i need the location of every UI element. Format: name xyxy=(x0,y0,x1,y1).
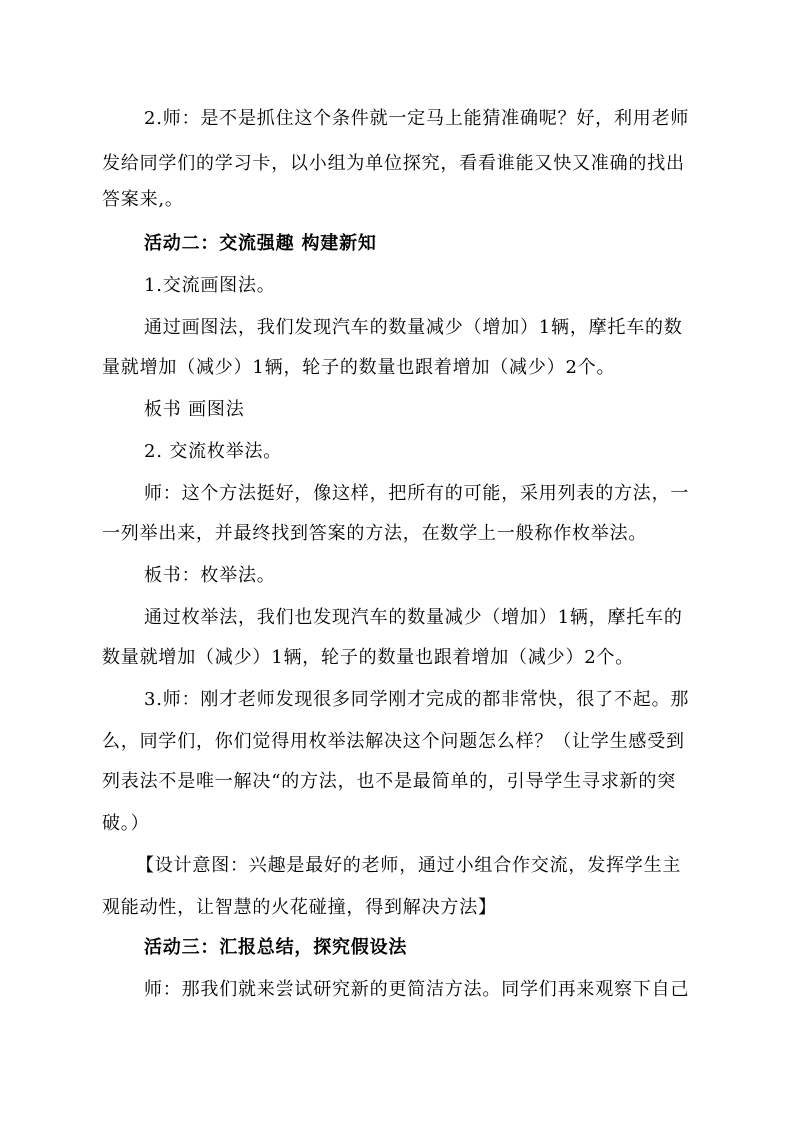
paragraph-line: 发给同学们的学习卡，以小组为单位探究，看看谁能又快又准确的找出 xyxy=(102,153,685,174)
paragraph-line: 3.师：刚才老师发现很多同学刚才完成的都非常快，很了不起。那 xyxy=(144,689,690,710)
paragraph-line: 破。） xyxy=(102,813,150,834)
paragraph-line: 1.交流画图法。 xyxy=(144,275,276,296)
paragraph-line: 通过画图法，我们发现汽车的数量减少（增加）1辆，摩托车的数 xyxy=(144,317,683,338)
paragraph-line: 板书 画图法 xyxy=(144,399,245,420)
paragraph-line: 量就增加（减少）1辆，轮子的数量也跟着增加（减少）2个。 xyxy=(102,357,616,378)
section-heading: 活动三：汇报总结，探究假设法 xyxy=(144,937,408,958)
section-heading: 活动二：交流强趣 构建新知 xyxy=(144,233,377,254)
paragraph-line: 师：那我们就来尝试研究新的更简洁方法。同学们再来观察下自己 xyxy=(144,979,690,1000)
paragraph-line: 列表法不是唯一解决“的方法，也不是最简单的，引导学生寻求新的突 xyxy=(102,771,676,792)
paragraph-line: 通过枚举法，我们也发现汽车的数量减少（增加）1辆，摩托车的 xyxy=(144,607,683,628)
paragraph-line: 【设计意图：兴趣是最好的老师，通过小组合作交流，发挥学生主 xyxy=(136,855,682,876)
paragraph-line: 2.师：是不是抓住这个条件就一定马上能猜准确呢？好，利用老师 xyxy=(144,108,690,129)
paragraph-line: 板书：枚举法。 xyxy=(144,565,276,586)
paragraph-line: 答案来,。 xyxy=(102,189,184,210)
paragraph-line: 数量就增加（减少）1辆，轮子的数量也跟着增加（减少）2个。 xyxy=(102,647,635,668)
paragraph-line: 师：这个方法挺好，像这样，把所有的可能，采用列表的方法，一 xyxy=(144,483,690,504)
paragraph-line: 2. 交流枚举法。 xyxy=(144,441,283,462)
paragraph-line: 么，同学们，你们觉得用枚举法解决这个问题怎么样？（让学生感受到 xyxy=(102,731,685,752)
paragraph-line: 一列举出来，并最终找到答案的方法，在数学上一般称作枚举法。 xyxy=(102,523,648,544)
paragraph-line: 观能动性，让智慧的火花碰撞，得到解决方法】 xyxy=(102,897,497,918)
